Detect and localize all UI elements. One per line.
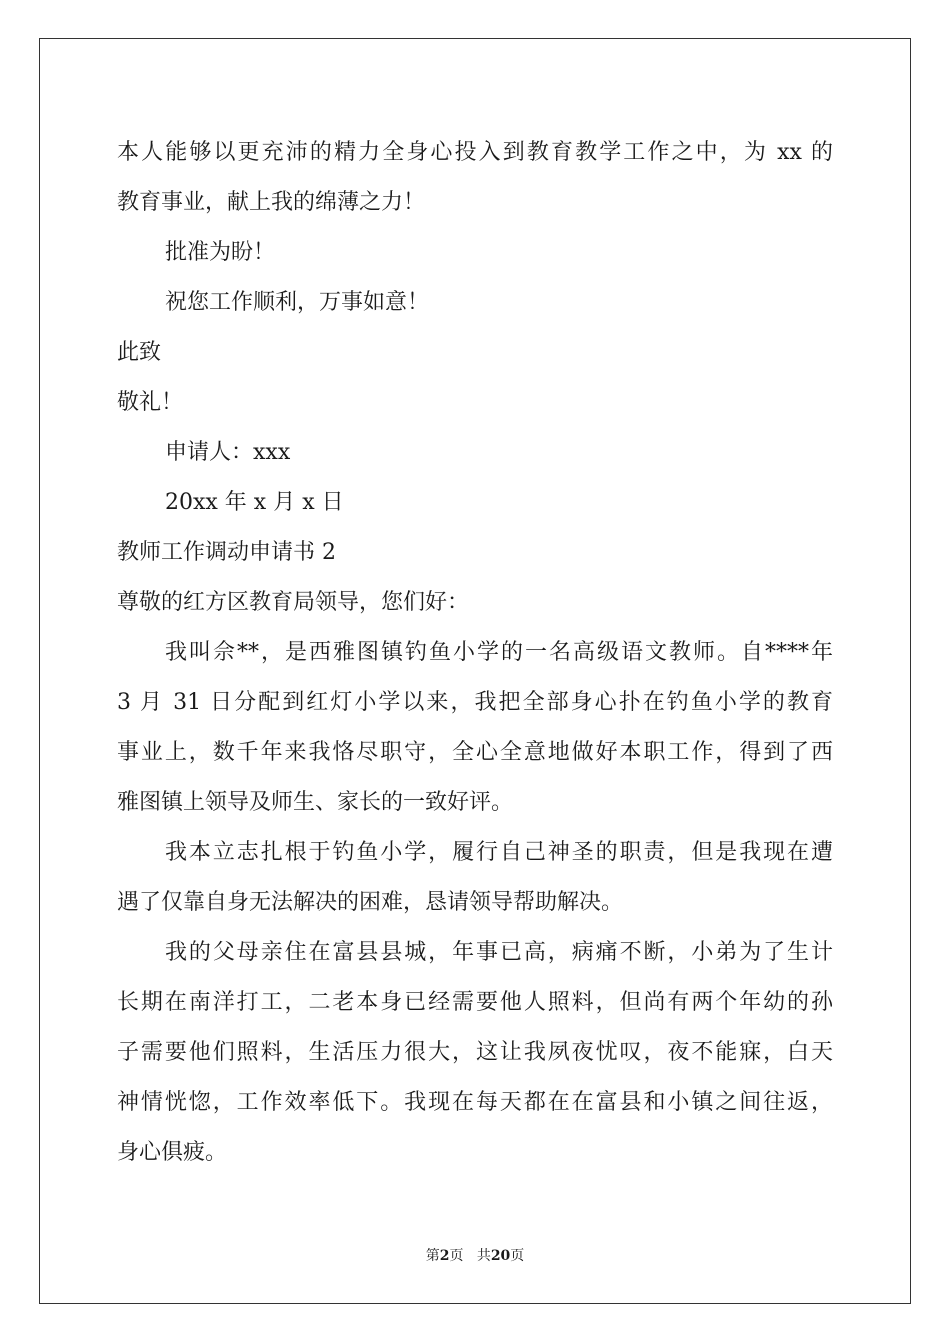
footer-page-number: 2 [439, 1248, 450, 1264]
date-line: 20xx 年 x 月 x 日 [165, 490, 344, 515]
paragraph-line: 3 月 31 日分配到红灯小学以来，我把全部身心扑在钓鱼小学的教育 [117, 690, 833, 715]
section-title: 教师工作调动申请书 2 [117, 540, 336, 565]
paragraph-line: 本人能够以更充沛的精力全身心投入到教育教学工作之中，为 xx 的 [117, 140, 833, 165]
paragraph-line: 事业上，数千年来我恪尽职守，全心全意地做好本职工作，得到了西 [117, 740, 833, 765]
paragraph-line: 我的父母亲住在富县县城，年事已高，病痛不断，小弟为了生计 [165, 940, 833, 965]
salutation-line: 此致 [117, 340, 162, 365]
paragraph-line: 神情恍惚，工作效率低下。我现在每天都在在富县和小镇之间往返， [117, 1090, 833, 1115]
footer-total-suffix: 页 [510, 1248, 525, 1264]
applicant-line: 申请人：xxx [165, 440, 291, 465]
paragraph-line: 雅图镇上领导及师生、家长的一致好评。 [117, 790, 514, 815]
page-footer [0, 1246, 950, 1266]
paragraph-line: 遇了仅靠自身无法解决的困难，恳请领导帮助解决。 [117, 890, 624, 915]
footer-total-prefix: 共 [476, 1248, 491, 1264]
footer-page-suffix: 页 [449, 1248, 464, 1264]
footer-total-number: 20 [490, 1248, 511, 1264]
paragraph-line: 我本立志扎根于钓鱼小学，履行自己神圣的职责，但是我现在遭 [165, 840, 833, 865]
paragraph-line: 子需要他们照料，生活压力很大，这让我夙夜忧叹，夜不能寐，白天 [117, 1040, 833, 1065]
salutation-line: 敬礼！ [117, 390, 184, 415]
paragraph-line: 我叫佘**，是西雅图镇钓鱼小学的一名高级语文教师。自****年 [165, 640, 833, 665]
footer-page-prefix: 第 [425, 1248, 440, 1264]
paragraph-line: 身心俱疲。 [117, 1140, 228, 1165]
greeting-line: 尊敬的红方区教育局领导，您们好： [117, 590, 470, 615]
paragraph-line: 长期在南洋打工，二老本身已经需要他人照料，但尚有两个年幼的孙 [117, 990, 833, 1015]
document-body [117, 128, 833, 1178]
paragraph-line: 批准为盼！ [165, 240, 276, 265]
paragraph-line: 教育事业，献上我的绵薄之力！ [117, 190, 426, 215]
paragraph-line: 祝您工作顺利，万事如意！ [165, 290, 430, 315]
